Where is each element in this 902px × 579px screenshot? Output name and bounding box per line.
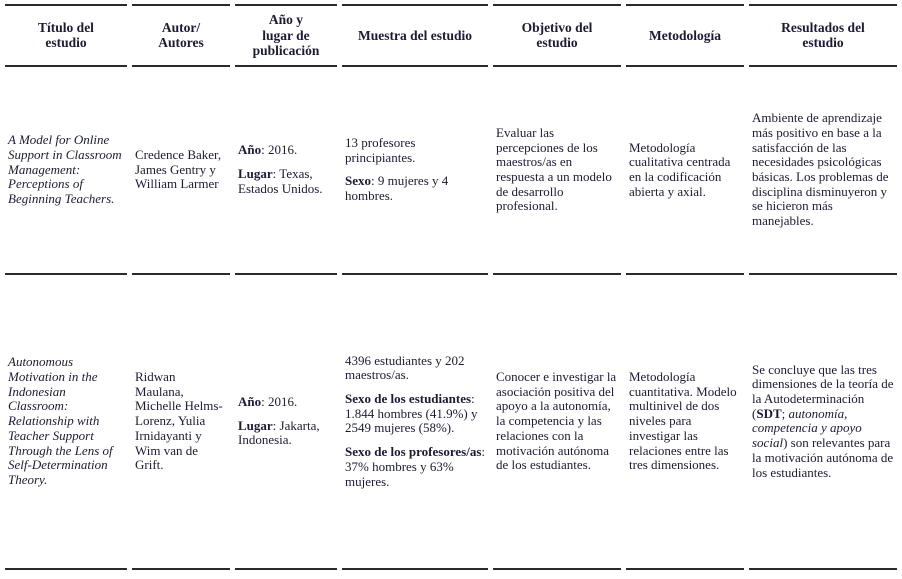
- text-run: : Jakarta, Indonesia.: [238, 417, 320, 448]
- text-run: Sexo de los profesores/as: [345, 444, 482, 460]
- text-run: : Texas, Estados Unidos.: [238, 166, 323, 196]
- cell-resultados: [749, 275, 897, 570]
- text-run: SDT: [756, 405, 782, 421]
- text-run: autonomía, competencia y apoyo social: [752, 405, 862, 451]
- text-run: : 9 mujeres y 4 hombres.: [345, 173, 449, 204]
- column-header-publicacion: Año y lugar de publicación: [235, 4, 337, 67]
- text-run: Autonomous Motivation in the Indonesian Classroom: Relationship with Teacher Support Through the Lens of Self-Determination Theory.: [8, 354, 113, 487]
- table-header: [5, 4, 897, 67]
- text-run: Lugar: [238, 166, 273, 182]
- cell-autores: [132, 275, 230, 570]
- text-run: Año: [238, 393, 262, 409]
- text-run: Año: [238, 142, 262, 158]
- text-run: : 37% hombres y 63% mujeres.: [345, 444, 486, 489]
- header-row: [5, 4, 897, 67]
- table-body: [5, 67, 897, 570]
- cell-publicacion: [235, 275, 337, 570]
- text-run: Sexo: [345, 173, 371, 189]
- cell-autores: [132, 67, 230, 275]
- text-run: ) son relevantes para la motivación autónoma de los estudiantes.: [752, 435, 894, 480]
- text-run: Ambiente de aprendizaje más positivo en base a la satisfacción de las necesidades psicológicas básicas. Los problemas de disciplina disminuyeron y se hicieron más manejables.: [752, 110, 889, 229]
- cell-resultados: [749, 67, 897, 275]
- column-header-autores: Autor/ Autores: [132, 4, 230, 67]
- cell-muestra: [342, 67, 488, 275]
- text-run: Se concluye que las tres dimensiones de la teoría de la Autodeterminación (: [752, 361, 894, 421]
- text-run: Lugar: [238, 417, 273, 433]
- text-run: Conocer e investigar la asociación positiva del apoyo a la autonomía, la competencia y las relaciones con la motivación autónoma de los estudiantes.: [496, 369, 617, 473]
- text-run: Ridwan Maulana, Michelle Helms-Lorenz, Yulia Irnidayanti y Wim van de Grift.: [135, 369, 223, 473]
- column-header-metodologia: Metodología: [626, 4, 744, 67]
- column-header-objetivo: Objetivo del estudio: [493, 4, 621, 67]
- cell-muestra: [342, 275, 488, 570]
- cell-objetivo: [493, 67, 621, 275]
- text-run: Credence Baker, James Gentry y William Larmer: [135, 146, 222, 192]
- cell-titulo: [5, 67, 127, 275]
- cell-metodologia: [626, 275, 744, 570]
- column-header-titulo: Título del estudio: [5, 4, 127, 67]
- cell-metodologia: [626, 67, 744, 275]
- text-run: Sexo de los estudiantes: [345, 391, 472, 407]
- cell-objetivo: [493, 275, 621, 570]
- text-run: Metodología cuantitativa. Modelo multinivel de dos niveles para investigar las relaciones entre las tres dimensiones.: [629, 369, 737, 473]
- text-run: 13 profesores principiantes.: [345, 135, 416, 165]
- cell-titulo: [5, 275, 127, 570]
- column-header-muestra: Muestra del estudio: [342, 4, 488, 67]
- cell-publicacion: [235, 67, 337, 275]
- text-run: Evaluar las percepciones de los maestros/as en respuesta a un modelo de desarrollo profesional.: [496, 124, 612, 214]
- text-run: ;: [781, 405, 789, 421]
- text-run: A Model for Online Support in Classroom Management: Perceptions of Beginning Teachers.: [8, 132, 122, 206]
- text-run: Metodología cualitativa centrada en la codificación abierta y axial.: [629, 139, 731, 199]
- text-run: 4396 estudiantes y 202 maestros/as.: [345, 352, 465, 383]
- text-run: : 2016.: [261, 393, 298, 409]
- study-row: [5, 67, 897, 275]
- studies-summary-table: [0, 4, 902, 570]
- study-row: [5, 275, 897, 570]
- text-run: : 1.844 hombres (41.9%) y 2549 mujeres (58%).: [345, 391, 478, 436]
- column-header-resultados: Resultados del estudio: [749, 4, 897, 67]
- text-run: : 2016.: [261, 142, 298, 158]
